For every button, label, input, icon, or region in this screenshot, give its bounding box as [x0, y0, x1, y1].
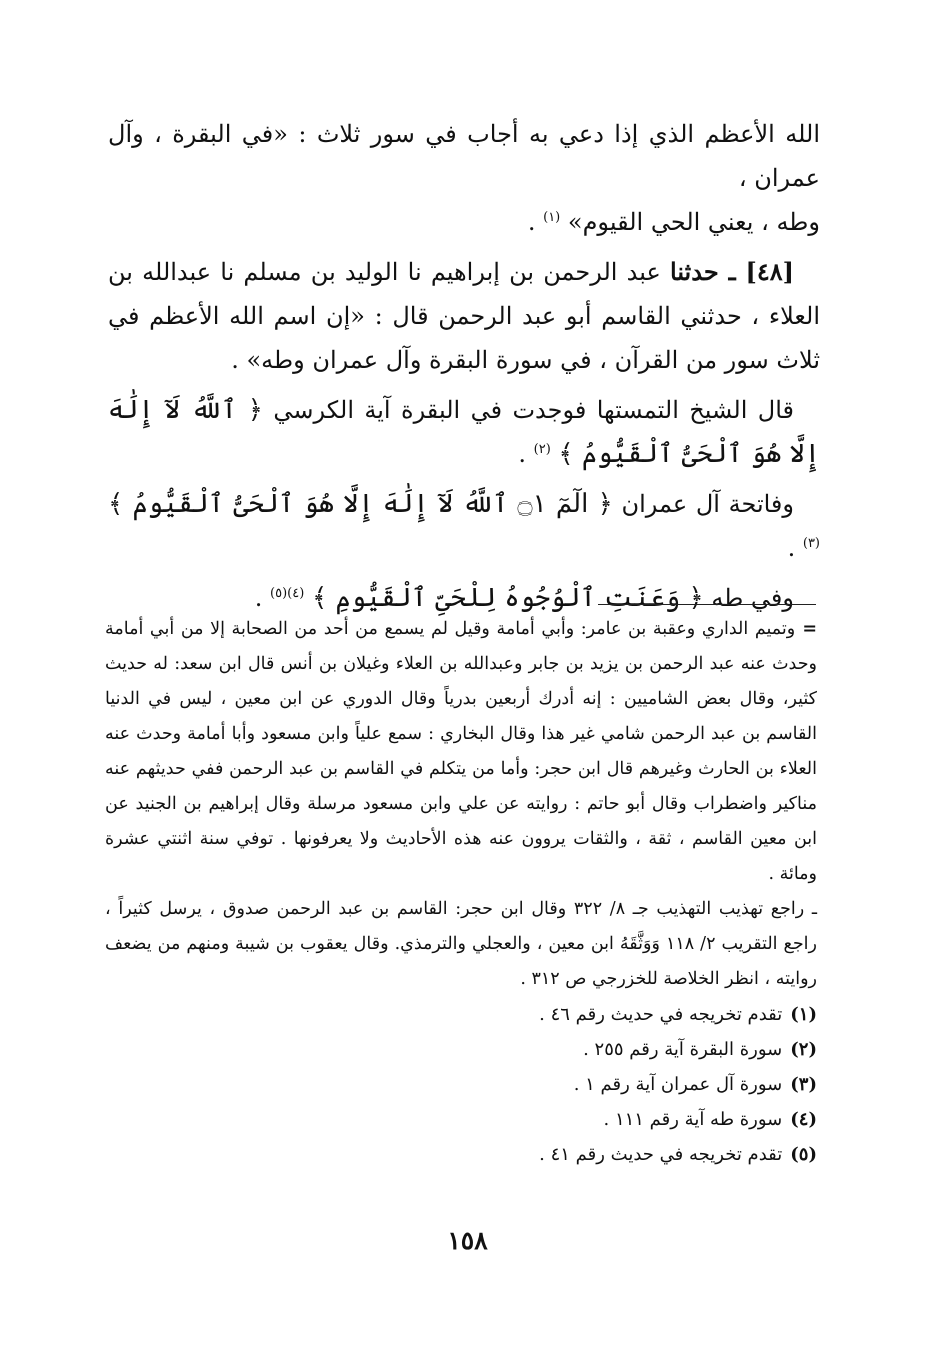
- footnote-item: [105, 997, 817, 1032]
- verse-ayat-alkursi: ﴿ ٱللَّهُ لَآ إِلَٰهَ إِلَّا هُوَ ٱلْحَىُّ ٱلْقَيُّومُ ﴾: [108, 395, 820, 469]
- footnote-divider: [598, 604, 816, 605]
- verse-taha: ﴿ وَعَنَتِ ٱلْوُجُوهُ لِلْحَىِّ ٱلْقَيُّومِ ﴾: [311, 583, 704, 613]
- footnote-number: (٥): [790, 1144, 817, 1165]
- footnote-list: [105, 997, 817, 1172]
- paragraph-1-line-2: وطه ، يعني الحي القيوم»: [567, 208, 820, 236]
- footnote-ref-3: (٣): [802, 536, 820, 551]
- paragraph-5-text: وفي طه: [711, 584, 794, 612]
- verse-al-imran: ﴿ الٓمٓ ۝١ ٱللَّهُ لَآ إِلَٰهَ إِلَّا هُوَ ٱلْحَىُّ ٱلْقَيُّومُ ﴾: [108, 489, 613, 519]
- paragraph-1-line-1: الله الأعظم الذي إذا دعي به أجاب في سور ثلاث : «في البقرة ، وآل عمران ،: [108, 120, 820, 192]
- main-text: [108, 112, 820, 626]
- footnote-text: تقدم تخريجه في حديث رقم ٤١ .: [539, 1144, 783, 1165]
- footnote-item: [105, 1067, 817, 1102]
- footnote-item: [105, 1137, 817, 1172]
- paragraph-4-text: وفاتحة آل عمران: [621, 490, 794, 518]
- paragraph-5: وفي طه ﴿ وَعَنَتِ ٱلْوُجُوهُ لِلْحَىِّ ٱلْقَيُّومِ ﴾ $^{(٤)(٥)}$ .: [254, 583, 794, 613]
- footnote-continuation: = وتميم الداري وعقبة بن عامر: وأبي أمامة وقيل لم يسمع من أحد من الصحابة إلا من أبي أمامة وحدث عنه عبد الرحمن بن يزيد بن جابر وعبدالله بن العلاء وغيلان بن أنس قال ابن سعد: له حديث كثير، وقال بعض الشاميين : إنه أدرك أربعين بدرياً وقال الدوري عن ابن معين ، ليس في الدنيا القاسم بن عبد الرحمن شامي غير هذا وقال البخاري : سمع علياً وابن مسعود وأبا أمامة وحدث عنه العلاء بن الحارث وغيرهم قال ابن حجر: وأما من يتكلم في القاسم بن عبد الرحمن ففي حديثهم عنه مناكير واضطراب وقال أبو حاتم : روايته عن علي وابن مسعود مرسلة وقال إبراهيم بن الجنيد عن ابن معين القاسم ، ثقة ، والثقات يروون عنه هذه الأحاديث ولا يعرفونها . توفي سنة اثنتي عشرة ومائة .: [105, 612, 817, 892]
- footnote-text: سورة طه آية رقم ١١١ .: [603, 1109, 783, 1130]
- footnote-review: ـ راجع تهذيب التهذيب جـ ٨/ ٣٢٢ وقال ابن حجر: القاسم بن عبد الرحمن صدوق ، يرسل كثيراً ، راجع التقريب ٢/ ١١٨ وَوَثَّقَهُ ابن معين ، والعجلي والترمذي. وقال يعقوب بن شيبة ومنهم من يضعف روايته ، انظر الخلاصة للخزرجي ص ٣١٢ .: [105, 899, 817, 989]
- footnote-number: (٢): [790, 1039, 817, 1060]
- footnote-number: (٤): [790, 1109, 817, 1130]
- footnote-ref-4-5: (٤)(٥): [270, 586, 305, 601]
- page-number: ١٥٨: [447, 1226, 488, 1255]
- paragraph-3: قال الشيخ التمستها فوجدت في البقرة آية الكرسي ﴿ ٱللَّهُ لَآ إِلَٰهَ إِلَّا هُوَ ٱلْحَىُّ ٱلْقَيُّومُ ﴾ $^{(٢)}$ .: [108, 395, 820, 469]
- footnote-number: (١): [790, 1004, 817, 1025]
- footnotes: [105, 612, 817, 1172]
- footnote-text: سورة البقرة آية رقم ٢٥٥ .: [583, 1039, 783, 1060]
- footnote-number: (٣): [790, 1074, 817, 1095]
- footnote-text: سورة آل عمران آية رقم ١ .: [573, 1074, 783, 1095]
- footnote-item: [105, 1032, 817, 1067]
- paragraph-3-text: قال الشيخ التمستها فوجدت في البقرة آية الكرسي: [273, 396, 795, 424]
- paragraph-1: الله الأعظم الذي إذا دعي به أجاب في سور ثلاث : «في البقرة ، وآل عمران ، وطه ، يعني الحي القيوم» $^{(١)}$ .: [108, 112, 820, 244]
- footnote-ref-2: (٢): [533, 442, 551, 457]
- hadith-text: عبد الرحمن بن إبراهيم نا الوليد بن مسلم نا عبدالله بن العلاء ، حدثني القاسم أبو عبد الرحمن قال : «إن اسم الله الأعظم في ثلاث سور من القرآن ، في سورة البقرة وآل عمران وطه» .: [108, 258, 820, 374]
- hadith-48: [108, 250, 820, 382]
- footnote-text: تقدم تخريجه في حديث رقم ٤٦ .: [539, 1004, 783, 1025]
- paragraph-4: وفاتحة آل عمران ﴿ الٓمٓ ۝١ ٱللَّهُ لَآ إِلَٰهَ إِلَّا هُوَ ٱلْحَىُّ ٱلْقَيُّومُ ﴾ $^{(٣)}$ .: [108, 489, 820, 562]
- hadith-number: [٤٨] ـ حدثنا: [670, 257, 795, 286]
- footnote-item: [105, 1102, 817, 1137]
- footnote-ref-1: (١): [543, 210, 561, 225]
